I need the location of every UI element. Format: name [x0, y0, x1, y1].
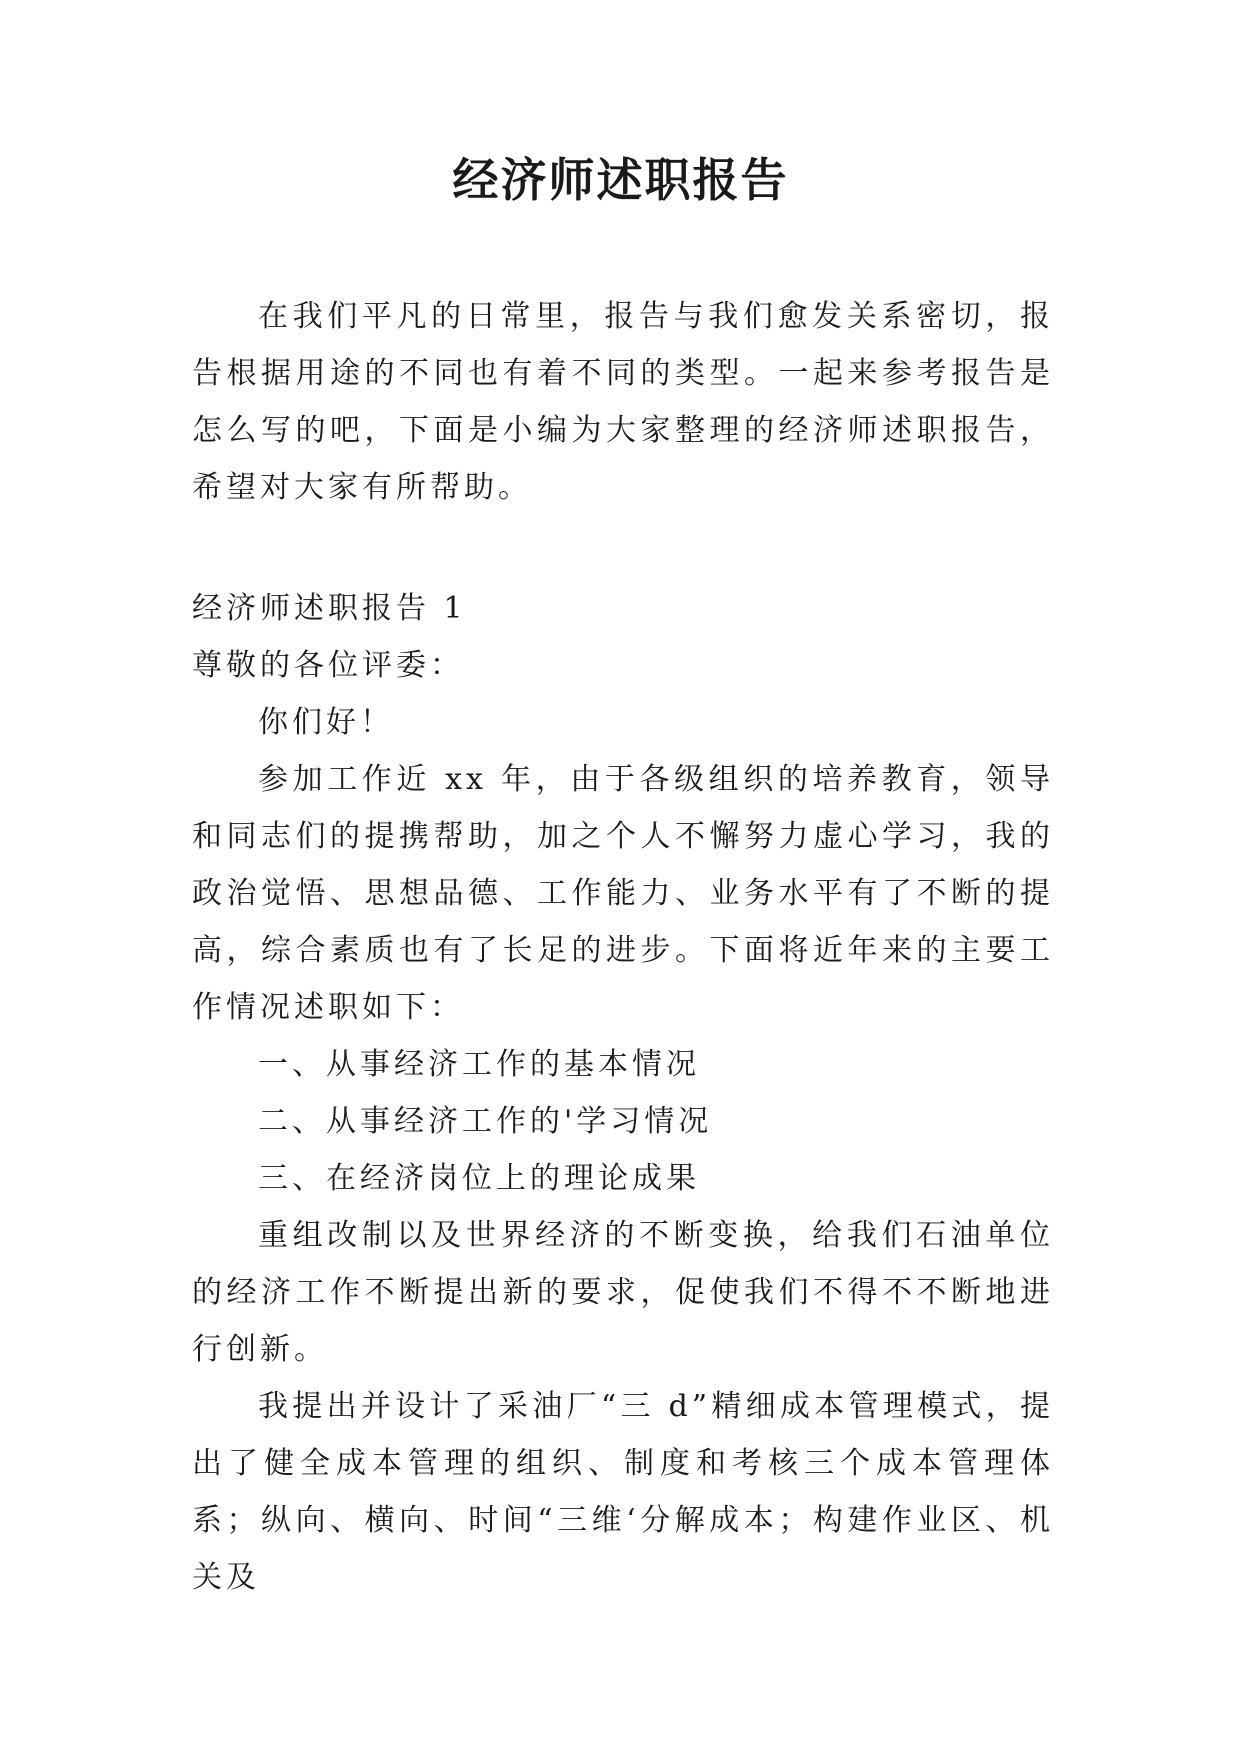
- intro-paragraph: 在我们平凡的日常里，报告与我们愈发关系密切，报告根据用途的不同也有着不同的类型。一起来参考报告是怎么写的吧，下面是小编为大家整理的经济师述职报告，希望对大家有所帮助。: [192, 299, 1054, 505]
- document-title: 经济师述职报告: [452, 153, 789, 207]
- body-paragraph: 我提出并设计了采油厂“三 d”精细成本管理模式，提出了健全成本管理的组织、制度和考核三个成本管理体系；纵向、横向、时间“三维‘分解成本；构建作业区、机关及: [192, 1389, 1054, 1595]
- intro-section: [192, 288, 1054, 516]
- list-item: 二、从事经济工作的'学习情况: [258, 1104, 713, 1139]
- report-body: [192, 580, 1054, 1606]
- section-heading: 经济师述职报告 1: [192, 591, 467, 626]
- greeting: 你们好！: [258, 705, 394, 740]
- list-item: 三、在经济岗位上的理论成果: [258, 1161, 700, 1196]
- body-paragraph: 重组改制以及世界经济的不断变换，给我们石油单位的经济工作不断提出新的要求，促使我们不得不不断地进行创新。: [192, 1218, 1054, 1367]
- body-paragraph: 参加工作近 xx 年，由于各级组织的培养教育，领导和同志们的提携帮助，加之个人不懈努力虚心学习，我的政治觉悟、思想品德、工作能力、业务水平有了不断的提高，综合素质也有了长足的进步。下面将近年来的主要工作情况述职如下：: [192, 762, 1054, 1025]
- list-item: 一、从事经济工作的基本情况: [258, 1047, 700, 1082]
- salutation: 尊敬的各位评委：: [192, 648, 464, 683]
